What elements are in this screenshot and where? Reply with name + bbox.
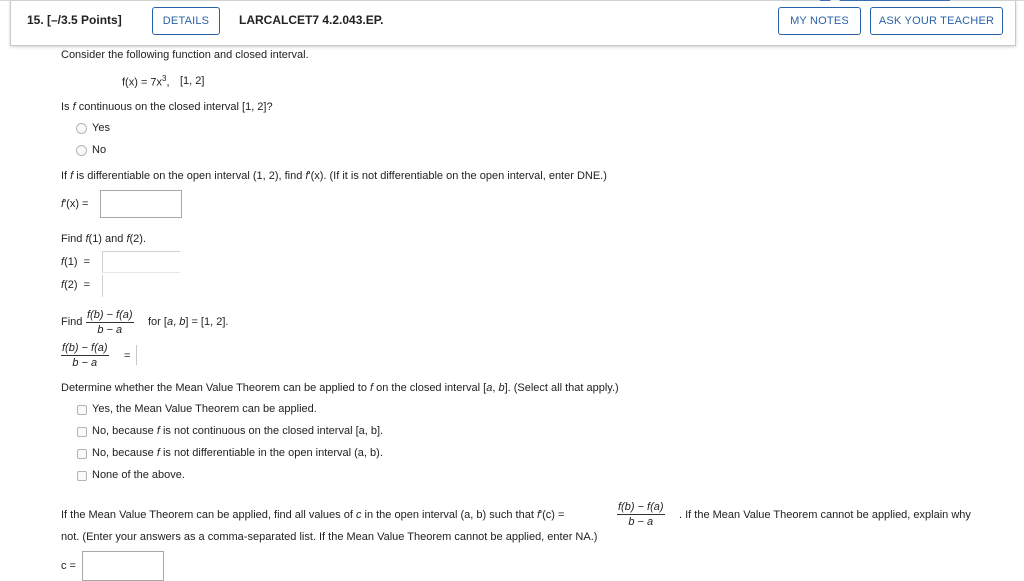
q2-var: f — [70, 170, 74, 182]
option-none-of-above-label — [92, 469, 185, 481]
q5-mid: on the closed interval [ — [373, 382, 487, 394]
q4-for-post: ] = [1, 2]. — [185, 316, 229, 328]
option-not-differentiable-label — [92, 447, 383, 459]
q2-label-rest: '(x) = — [64, 198, 89, 210]
q5-post: ]. (Select all that apply.) — [504, 382, 619, 394]
q6-fc: '(c) = — [540, 509, 565, 521]
q5-a: a — [486, 382, 493, 394]
opt3-pre: None of the above. — [92, 469, 185, 481]
checkbox-none-of-above[interactable] — [77, 471, 87, 481]
q1-var: f — [72, 101, 76, 113]
radio-no[interactable] — [76, 145, 87, 156]
question-header — [10, 1, 1016, 46]
opt1-var: f — [156, 425, 160, 437]
interval-assignment — [148, 316, 228, 328]
continuity-question — [61, 101, 273, 113]
opt0-pre: Yes, the Mean Value Theorem can be applied. — [92, 403, 317, 415]
q6-pre: If the Mean Value Theorem can be applied, find all values of — [61, 509, 356, 521]
dq-label-denominator: b − a — [72, 357, 98, 369]
q5-b: b — [498, 382, 505, 394]
mvt-question — [61, 382, 619, 394]
f1-input[interactable] — [102, 251, 180, 273]
q3-f1: f — [85, 233, 89, 245]
option-not-continuous-label — [92, 425, 383, 437]
q1-suffix: continuous on the closed interval [1, 2]? — [75, 101, 273, 113]
dq-equals: = — [124, 350, 131, 362]
c-label: c = — [61, 560, 76, 572]
ask-your-teacher-button[interactable]: ASK YOUR TEACHER — [870, 7, 1003, 35]
function-definition — [122, 74, 170, 89]
opt2-post: is not differentiable in the open interval (a, b). — [159, 447, 383, 459]
function-exponent: 3 — [162, 74, 167, 83]
radio-yes-label: Yes — [92, 122, 110, 134]
q4-sep: , — [173, 316, 180, 328]
dq-label-numerator: f(b) − f(a) — [62, 342, 108, 354]
q3-pre: Find — [61, 233, 86, 245]
find-f-values-text — [61, 233, 146, 245]
mvt-numerator: f(b) − f(a) — [618, 501, 664, 513]
q2-mid: is differentiable on the open interval (1, 2), find — [73, 170, 306, 182]
mvt-denominator: b − a — [628, 516, 654, 528]
derivative-input[interactable] — [100, 190, 182, 218]
option-mvt-applies-label — [92, 403, 317, 415]
radio-yes[interactable] — [76, 123, 87, 134]
details-button[interactable]: DETAILS — [152, 7, 220, 35]
q2-post: '(x). (If it is not differentiable on the open interval, enter DNE.) — [308, 170, 607, 182]
derivative-question — [61, 170, 607, 182]
f2-label — [61, 279, 90, 291]
q2-pre: If — [61, 170, 71, 182]
f1-label — [61, 256, 90, 268]
mvt-find-c-line1-end: . If the Mean Value Theorem cannot be applied, explain why — [679, 509, 971, 521]
function-suffix: , — [166, 76, 170, 89]
find-label: Find — [61, 316, 83, 328]
q4-for-pre: for [ — [148, 316, 167, 328]
q5-pre: Determine whether the Mean Value Theorem can be applied to — [61, 382, 370, 394]
function-prefix: f(x) = 7x — [122, 76, 163, 89]
q2-label-f: f — [61, 198, 65, 210]
difference-quotient — [86, 309, 134, 336]
q4-b: b — [179, 316, 186, 328]
f1-label-rest: (1) = — [64, 256, 91, 268]
difference-quotient-label — [61, 342, 109, 369]
q3-mid2: (2). — [129, 233, 147, 245]
f1-label-f: f — [61, 256, 65, 268]
q5-var: f — [370, 382, 374, 394]
q6-c: c — [355, 509, 362, 521]
dq-numerator: f(b) − f(a) — [87, 309, 133, 321]
difference-quotient-input[interactable] — [136, 345, 176, 365]
q4-a: a — [166, 316, 174, 328]
f2-input[interactable] — [102, 275, 180, 297]
opt2-var: f — [156, 447, 160, 459]
checkbox-not-continuous[interactable] — [77, 427, 87, 437]
mvt-find-c-line2: not. (Enter your answers as a comma-separated list. If the Mean Value Theorem cannot be applied, enter NA.) — [61, 531, 598, 543]
mvt-find-c-line1 — [61, 509, 564, 521]
derivative-input-label — [61, 198, 88, 210]
opt2-pre: No, because — [92, 447, 157, 459]
intro-text: Consider the following function and closed interval. — [61, 49, 309, 61]
q2-deriv: f — [305, 170, 309, 182]
f2-label-rest: (2) = — [64, 279, 91, 291]
q6-f: f — [536, 509, 541, 521]
question-number: 15. [–/3.5 Points] — [27, 13, 122, 27]
interval-text: [1, 2] — [180, 75, 205, 87]
my-notes-button[interactable]: MY NOTES — [778, 7, 861, 35]
q6-mid: in the open interval (a, b) such that — [361, 509, 537, 521]
q3-f2: f — [126, 233, 130, 245]
opt1-pre: No, because — [92, 425, 157, 437]
q5-sep: , — [492, 382, 499, 394]
dq-denominator: b − a — [97, 324, 123, 336]
q3-mid1: (1) and — [88, 233, 127, 245]
checkbox-not-differentiable[interactable] — [77, 449, 87, 459]
radio-no-label: No — [92, 144, 107, 156]
f2-label-f: f — [61, 279, 65, 291]
c-values-input[interactable] — [82, 551, 164, 581]
problem-code: LARCALCET7 4.2.043.EP. — [239, 13, 384, 27]
opt1-post: is not continuous on the closed interval [a, b]. — [159, 425, 384, 437]
mvt-quotient — [617, 501, 665, 528]
checkbox-mvt-applies[interactable] — [77, 405, 87, 415]
q1-prefix: Is — [61, 101, 73, 113]
